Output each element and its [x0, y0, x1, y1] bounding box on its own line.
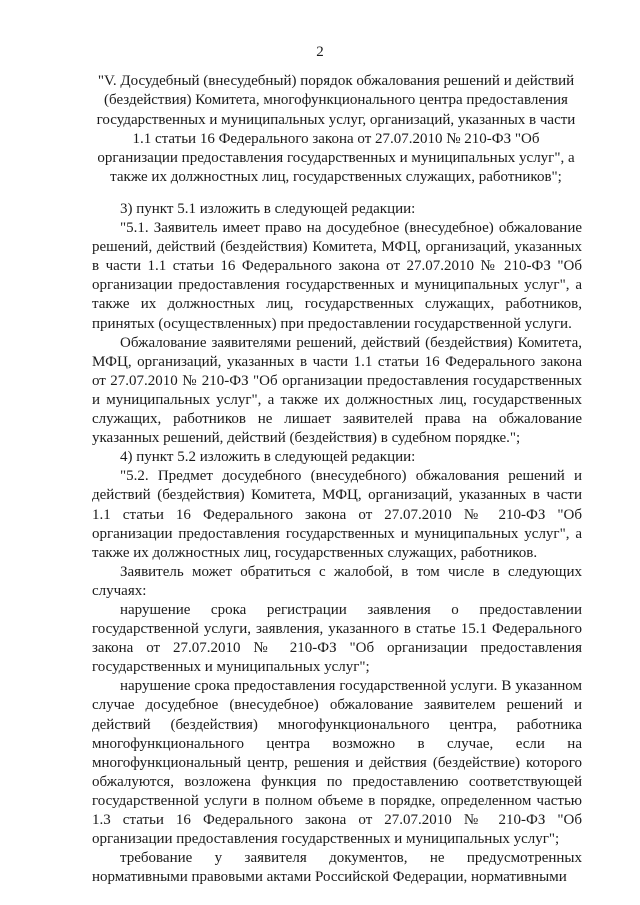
paragraph-5-2: "5.2. Предмет досудебного (внесудебного) обжалования решений и действий (бездействия) Комитета, МФЦ, организаций, указанных в части 1.1 статьи 16 Федерального закона от 27.07.2010 № 210-ФЗ "Об организации предоставления государственных и муниципальных услуг", а также их должностных лиц, государственных служащих, работников. — [92, 468, 582, 561]
page-number: 2 — [316, 44, 324, 60]
paragraph-documents-requirement: требование у заявителя документов, не предусмотренных нормативными правовыми актами Российской Федерации, нормативными — [92, 850, 582, 886]
paragraph-registration-violation: нарушение срока регистрации заявления о предоставлении государственной услуги, заявления, указанного в статье 15.1 Федерального закона от 27.07.2010 № 210-ФЗ "Об организации предоставления государственных и муниципальных услуг"; — [92, 601, 582, 676]
paragraph-appeal-court: Обжалование заявителями решений, действий (бездействия) Комитета, МФЦ, организаций, указанных в части 1.1 статьи 16 Федерального закона от 27.07.2010 № 210-ФЗ "Об организации предоставления государственных и муниципальных услуг", а также их должностных лиц, государственных служащих, работников не лишает заявителей права на обжалование указанных решений, действий (бездействия) в судебном порядке."; — [92, 334, 582, 447]
paragraph-5-1: "5.1. Заявитель имеет право на досудебное (внесудебное) обжалование решений, действий (бездействия) Комитета, МФЦ, организаций, указанных в части 1.1 статьи 16 Федерального закона от 27.07.2010 № 210-ФЗ "Об организации предоставления государственных и муниципальных услуг", а также их должностных лиц, государственных служащих, работников, принятых (осуществленных) при предоставлении государственной услуги. — [92, 220, 582, 332]
section-title: "V. Досудебный (внесудебный) порядок обжалования решений и действий (бездействия) Комитета, многофункционального центра предоставления государственных и муниципальных услуг, организаций, указанных в части 1.1 статьи 16 Федерального закона от 27.07.2010 № 210-ФЗ "Об организации предоставления государственных и муниципальных услуг", а также их должностных лиц, государственных служащих, работников"; — [96, 73, 576, 186]
paragraph-item-3: 3) пункт 5.1 изложить в следующей редакции: — [120, 201, 416, 217]
paragraph-item-4: 4) пункт 5.2 изложить в следующей редакции: — [120, 449, 416, 466]
paragraph-complaint-cases: Заявитель может обратиться с жалобой, в том числе в следующих случаях: — [92, 563, 582, 599]
document-body — [92, 200, 582, 887]
paragraph-deadline-violation: нарушение срока предоставления государственной услуги. В указанном случае досудебное (внесудебное) обжалование заявителем решений и действий (бездействия) многофункционального центра, работника многофункционального центра возможно в случае, если на многофункциональный центр, решения и действия (бездействие) которого обжалуются, возложена функция по предоставлению соответствующей государственной услуги в полном объеме в порядке, определенном частью 1.3 статьи 16 Федерального закона от 27.07.2010 № 210-ФЗ "Об организации предоставления государственных и муниципальных услуг"; — [92, 678, 582, 848]
